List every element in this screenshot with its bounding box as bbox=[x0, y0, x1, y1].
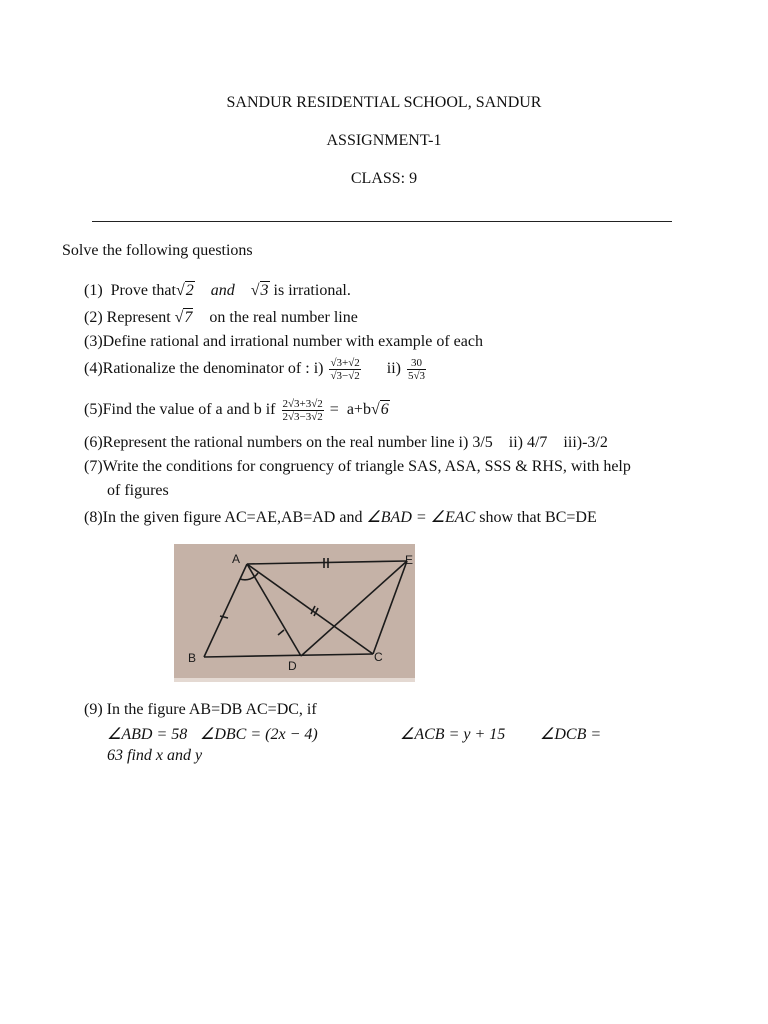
fraction-expression: $\frac{2√3+3√2}{2√3-3√2}$ bbox=[282, 398, 323, 423]
question-7: (7)Write the conditions for congruency of triangle SAS, ASA, SSS & RHS, with help bbox=[84, 458, 631, 475]
question-5: (5)Find the value of a and b if $\frac{2√3+3√2}{2√3-3√2}$ = a+b√6 bbox=[84, 398, 389, 423]
question-7-continued: of figures bbox=[107, 482, 169, 499]
sqrt-2: √2 bbox=[175, 282, 194, 299]
label-C: C bbox=[374, 650, 383, 664]
assignment-title: ASSIGNMENT-1 bbox=[326, 132, 442, 149]
question-number: (5) bbox=[84, 401, 103, 419]
label-A: A bbox=[232, 552, 241, 566]
question-number: (8) bbox=[84, 509, 103, 526]
question-9: (9) In the figure AB=DB AC=DC, if bbox=[84, 701, 317, 718]
question-number: (6) bbox=[84, 434, 103, 451]
sqrt-6: √6 bbox=[370, 401, 389, 419]
question-number: (4) bbox=[84, 360, 103, 378]
question-number: (7) bbox=[84, 458, 103, 475]
question-number: (3) bbox=[84, 333, 103, 350]
school-name: SANDUR RESIDENTIAL SCHOOL, SANDUR bbox=[226, 94, 542, 111]
question-9-angle-abd: ∠ABD = 58 bbox=[107, 726, 188, 743]
sqrt-7: √7 bbox=[174, 309, 193, 326]
fraction-ii: $\frac{30}{5√3}$ bbox=[407, 357, 426, 382]
question-9-continued: 63 find x and y bbox=[107, 747, 203, 764]
question-9-angle-dcb: ∠DCB = bbox=[540, 726, 602, 743]
label-B: B bbox=[188, 651, 197, 665]
geometry-figure bbox=[174, 544, 415, 682]
question-9-angle-dbc: ∠DBC = (2x − 4) bbox=[200, 726, 318, 743]
label-E: E bbox=[405, 553, 414, 567]
question-9-angle-acb: ∠ACB = y + 15 bbox=[400, 726, 506, 743]
label-D: D bbox=[288, 659, 297, 673]
question-8: (8)In the given figure AC=AE,AB=AD and ∠BAD = ∠EAC show that BC=DE bbox=[84, 509, 597, 526]
instructions: Solve the following questions bbox=[62, 242, 253, 259]
fraction-i: $\frac{√3+√2}{√3-√2}$ bbox=[330, 357, 360, 382]
divider-line bbox=[92, 221, 672, 222]
question-number: (2) bbox=[84, 309, 103, 326]
question-number: (1) bbox=[84, 282, 103, 299]
sqrt-3: √3 bbox=[250, 282, 269, 299]
question-1: (1) Prove that√2 and √3 is irrational. bbox=[84, 282, 351, 299]
question-4: (4)Rationalize the denominator of : i) $\frac{√3+√2}{√3-√2}$ ii) $\frac{30}{5√3}$ bbox=[84, 357, 426, 382]
question-6: (6)Represent the rational numbers on the real number line i) 3/5 ii) 4/7 iii)-3/2 bbox=[84, 434, 608, 451]
question-2: (2) Represent √7 on the real number line bbox=[84, 309, 358, 326]
question-3: (3)Define rational and irrational number with example of each bbox=[84, 333, 483, 350]
class-label: CLASS: 9 bbox=[350, 170, 418, 187]
question-number: (9) bbox=[84, 701, 103, 718]
